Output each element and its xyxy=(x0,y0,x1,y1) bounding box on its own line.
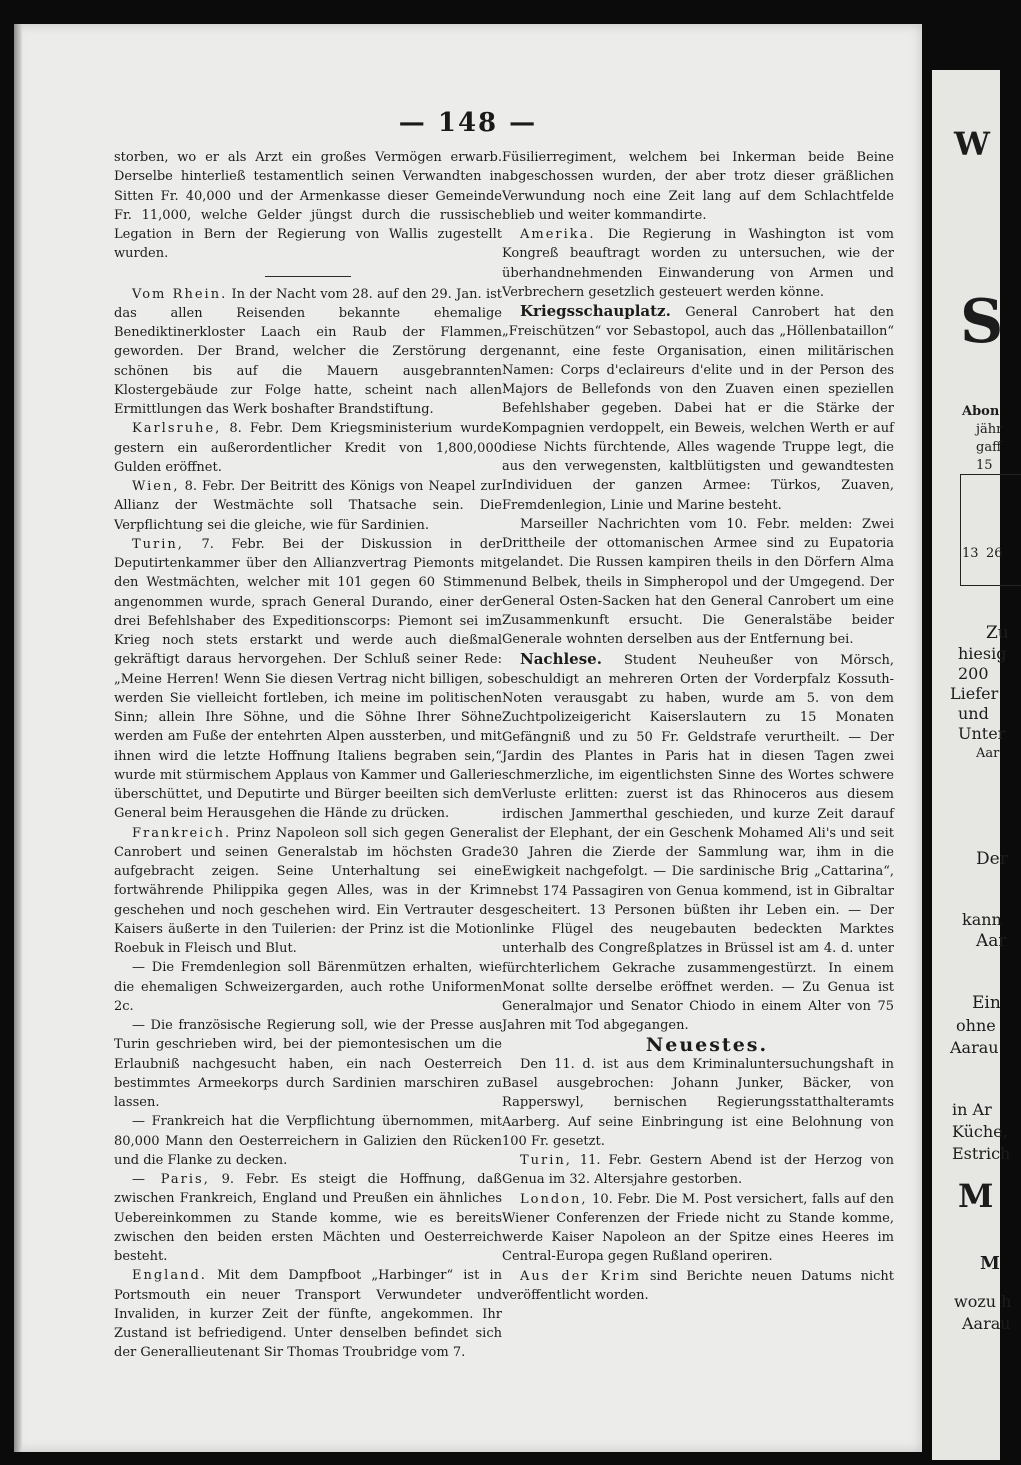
page-number: — 148 — xyxy=(398,108,538,138)
article-england: England. Mit dem Dampfboot „Harbinger“ ist in Portsmouth ein neuer Transport Verwundeter und Invaliden, in kurzer Zeit der fünfte, angekommen. Ihr Zustand ist befriedigend. Unter denselben befindet sich der Generallieutenant Sir Thomas Troubridge vom 7. xyxy=(114,1268,502,1361)
article-nachlese: Nachlese. Student Neuheußer von Mörsch, beschuldigt an mehreren Orten der Vorderpfalz Kossuth-Noten verausgabt zu haben, wurde am 5. von dem Zuchtpolizeigericht Kaiserslautern zu 15 Monaten Gefängniß und zu 50 Fr. Geldstrafe verurtheilt. — Der Jardin des Plantes in Paris hat in diesen Tagen zwei schmerzliche, im eigentlichsten Sinne des Wortes schwere Verluste erlitten: zuerst ist das Rhinoceros aus diesem irdischen Jammerthal geschieden, und kurze Zeit darauf ist der Elephant, der ein Geschenk Mohamed Ali's und seit 30 Jahren die Zierde der Sammlung war, ihm in die Ewigkeit nachgefolgt. — Die sardinische Brig „Cattarina“, nebst 174 Passagiren von Genua kommend, ist in Gibraltar gescheitert. 13 Personen büßten ihr Leben ein. — Der linke Flügel des neugebauten bedeckten Marktes unterhalb des Congreßplatzes in Brüssel ist am 4. d. unter fürchterlichem Gekrache zusammengestürzt. In einem Monat sollte derselbe eröffnet werden. — Zu Genua ist Generalmajor und Senator Chiodo in einem Alter von 75 Jahren mit Tod abgegangen. xyxy=(502,649,894,1034)
article-frankreich: Frankreich. Prinz Napoleon soll sich gegen General Canrobert und seinen Generalstab im höchsten Grade aufgebracht zeigen. Seine Unterhaltung sei eine fortwährende Philippika gegen Alles, was in der Krim geschehen und noch geschehen wird. Ein Vertrauter des Kaisers äußerte in den Tuilerien: der Prinz ist die Motion Roebuk in Fleisch und Blut. xyxy=(114,825,502,956)
article-continuation: storben, wo er als Arzt ein großes Vermögen erwarb. Derselbe hinterließ testamentlich seinen Verwandten in Sitten Fr. 40,000 und der Armenkasse dieser Gemeinde Fr. 11,000, welche Gelder jüngst durch die russische Legation in Bern der Regierung von Wallis zugestellt wurden. xyxy=(114,150,502,262)
fragment-text: wozu h xyxy=(954,1292,1012,1311)
dateline: London, xyxy=(520,1191,588,1207)
dateline: Turin, xyxy=(132,536,184,552)
fragment-masthead: S xyxy=(960,287,1004,357)
article-neuestes: Den 11. d. ist aus dem Kriminaluntersuchungshaft in Basel ausgebrochen: Johann Junker, Bäcker, von Rapperswyl, bernischen Regierungsstatthalteramts Aarberg. Auf seine Einbringung ist eine Belohnung von 100 Fr. gesetzt. xyxy=(502,1056,894,1149)
fragment-text: Aarau xyxy=(962,1314,1011,1333)
article-kriegsschauplatz: Kriegsschauplatz. General Canrobert hat den „Freischützen“ vor Sebastopol, auch das „Höllenbataillon“ genannt, eine feste Organisation, einen militärischen Namen: Corps d'eclaireurs d'elite und in der Person des Majors de Bellefonds von den Zuaven einen speziellen Befehlshaber gegeben. Dabei hat er die Stärke der Kompagnien verdoppelt, ein Beweis, welchen Werth er auf diese Nichts fürchtende, Alles wagende Truppe legt, die aus den verwegensten, kaltblütigsten und gewandtesten Individuen der ganzen Armee: Türkos, Zuaven, Fremdenlegion, Linie und Marine besteht. xyxy=(502,302,894,513)
fragment-heading: M xyxy=(958,1177,994,1215)
fragment-text: W xyxy=(954,125,990,163)
article-turin-2: Turin, 11. Febr. Gestern Abend ist der Herzog von Genua im 32. Altersjahre gestorben. xyxy=(502,1153,894,1188)
right-column xyxy=(502,148,894,1305)
fragment-text: Abon xyxy=(962,404,1000,419)
fragment-text: jähr xyxy=(976,422,1003,437)
fragment-text: und xyxy=(958,704,989,723)
section-heading: Kriegsschauplatz. xyxy=(520,302,671,320)
article-turin: Turin, 7. Febr. Bei der Diskussion in der Deputirtenkammer über den Allianzvertrag Piemonts mit den Westmächten, welcher mit 101 gegen 60 Stimmen angenommen wurde, sprach General Durando, einer der drei Befehlshaber des Expeditionscorps: Piemont sei im Krieg noch stets erstarkt und werde auch dießmal gekräftigt daraus hervorgehen. Der Schluß seiner Rede: „Meine Herren! Wenn Sie diesen Vertrag nicht billigen, so werden Sie vielleicht fortleben, ich meine im politischen Sinn; allein Ihre Söhne, und die Söhne Ihrer Söhne werden am Fuße der entehrten Alpen aussterben, und mit ihnen wird die letzte Hoffnung Italiens begraben sein,“ wurde mit stürmischem Applaus von Kammer und Gallerie überschüttet, und Deputirte und Bürger beeilten sich dem General beim Herausgehen die Hände zu drücken. xyxy=(114,536,502,822)
left-column xyxy=(114,148,502,1363)
article-paris: — Paris, 9. Febr. Es steigt die Hoffnung, daß zwischen Frankreich, England und Preußen ein ähnliches Uebereinkommen zu Stande komme, wie es bereits zwischen den beiden ersten Mächten und Oesterreich besteht. xyxy=(114,1172,502,1264)
fragment-text: hiesig xyxy=(958,644,1007,663)
adjacent-page-fragment xyxy=(932,70,1012,1460)
article-karlsruhe: Karlsruhe, 8. Febr. Dem Kriegsministerium wurde gestern ein außerordentlicher Kredit von 1,800,000 Gulden eröffnet. xyxy=(114,421,502,475)
fragment-text: Küche, xyxy=(952,1122,1008,1141)
dateline: Turin, xyxy=(520,1153,572,1168)
dateline: — Paris, xyxy=(132,1172,210,1187)
dateline: Amerika. xyxy=(520,227,596,242)
fragment-text: Zu xyxy=(986,623,1009,643)
neuestes-title: Neuestes. xyxy=(645,1033,769,1056)
fragment-text: in Ar xyxy=(952,1100,992,1119)
article-krim: Aus der Krim sind Berichte neuen Datums nicht veröffentlicht worden. xyxy=(502,1268,894,1303)
fragment-text: 200 xyxy=(958,664,989,683)
newspaper-page xyxy=(14,24,924,1452)
fragment-text: ohne xyxy=(956,1016,996,1035)
fragment-text: 13 xyxy=(962,546,979,561)
fragment-table xyxy=(960,474,1021,586)
fragment-text: Aar xyxy=(976,931,1007,951)
article-vom-rhein: Vom Rhein. In der Nacht vom 28. auf den 29. Jan. ist das allen Reisenden bekannte ehemalige Benediktinerkloster Laach ein Raub der Flammen geworden. Der Brand, welcher die Zerstörung der schönen bis auf die Mauern ausgebrannten Klostergebäude zur Folge hatte, scheint nach allen Ermittlungen das Werk boshafter Brandstiftung. xyxy=(114,286,502,417)
binding-gutter xyxy=(922,24,932,1452)
separator-rule xyxy=(265,276,351,277)
article-frankreich-2: — Frankreich hat die Verpflichtung übernommen, mit 80,000 Mann den Oesterreichern in Galizien den Rücken und die Flanke zu decken. xyxy=(114,1114,502,1168)
fragment-text: Aar xyxy=(976,746,1000,761)
article-amerika: Amerika. Die Regierung in Washington ist vom Kongreß beauftragt worden zu untersuchen, wie der überhandnehmenden Einwanderung von Armen und Verbrechern gesetzlich gesteuert werden könne. xyxy=(502,227,894,300)
fragment-text: gaff xyxy=(976,440,1002,455)
fragment-text: 26 xyxy=(986,546,1003,561)
fragment-text: kann xyxy=(962,910,1002,929)
article-wien: Wien, 8. Febr. Der Beitritt des Königs von Neapel zur Allianz der Westmächte soll Thatsache sein. Die Verpflichtung sei die gleiche, wie für Sardinien. xyxy=(114,479,502,533)
fragment-text: 15 xyxy=(976,458,993,473)
fragment-text: M xyxy=(980,1253,1000,1274)
dateline: England. xyxy=(132,1268,207,1284)
dateline: Karlsruhe, xyxy=(132,421,222,437)
article-fremdenlegion: — Die Fremdenlegion soll Bärenmützen erhalten, wie die ehemaligen Schweizergarden, auch rothe Uniformen 2c. xyxy=(114,960,502,1014)
section-heading: Nachlese. xyxy=(520,649,602,668)
fragment-text: Der xyxy=(976,849,1008,869)
fragment-text: Liefer xyxy=(950,684,999,703)
article-regierung: — Die französische Regierung soll, wie der Presse aus Turin geschrieben wird, bei der piemontesischen um die Erlaubniß nachgesucht haben, ein nach Oesterreich bestimmtes Armeekorps durch Sardinien marschiren zu lassen. xyxy=(114,1018,502,1110)
dateline: Wien, xyxy=(132,479,180,494)
article-marseiller: Marseiller Nachrichten vom 10. Febr. melden: Zwei Drittheile der ottomanischen Armee sind zu Eupatoria gelandet. Die Russen kampiren theils in den Dörfern Alma und Belbek, theils in Simpheropol und der Umgegend. Der General Osten-Sacken hat den General Canrobert um eine Zusammenkunft ersucht. Die Generalstäbe beider Generale wohnten derselben aus der Entfernung bei. xyxy=(502,516,894,648)
fragment-text: Unter xyxy=(958,724,1006,743)
dateline: Vom Rhein. xyxy=(132,286,228,302)
fragment-text: Ein xyxy=(972,993,1001,1013)
dateline: Aus der Krim xyxy=(520,1268,641,1284)
article-continuation: Füsilierregiment, welchem bei Inkerman beide Beine abgeschossen wurden, der aber trotz dieser gräßlichen Verwundung noch eine Zeit lang auf dem Schlachtfelde blieb und weiter kommandirte. xyxy=(502,150,894,223)
dateline: Frankreich. xyxy=(132,825,232,841)
fragment-text: Aarau xyxy=(950,1038,999,1057)
page-edge xyxy=(14,24,22,1452)
article-london: London, 10. Febr. Die M. Post versichert, falls auf den Wiener Conferenzen der Friede nicht zu Stande komme, werde Kaiser Napoleon an der Spitze eines Heeres im Central-Europa gegen Rußland operiren. xyxy=(502,1191,894,1265)
fragment-text: Estrich xyxy=(952,1144,1011,1163)
